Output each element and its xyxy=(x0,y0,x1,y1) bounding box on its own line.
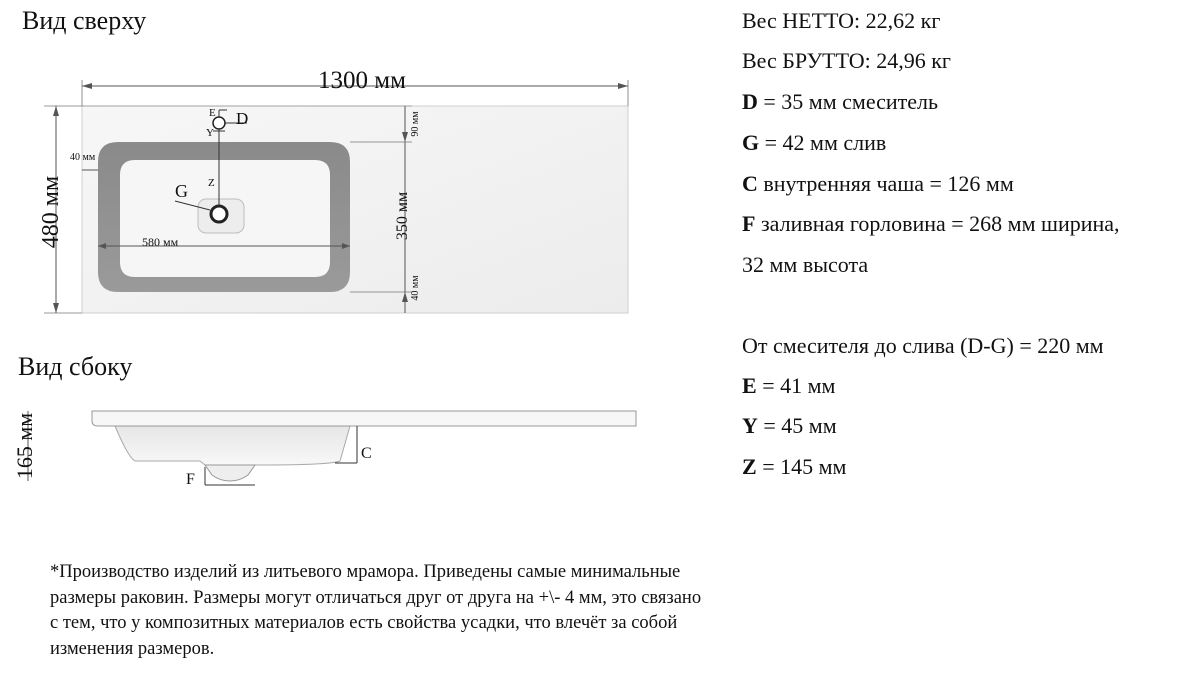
dg-distance: От смесителя до слива (D-G) = 220 мм xyxy=(742,333,1104,358)
dim-580-label: 580 мм xyxy=(142,235,179,249)
dim-40-bottom-label: 40 мм xyxy=(410,275,421,301)
dim-350-label: 350 мм xyxy=(394,191,411,241)
label-c: C xyxy=(361,445,372,462)
dim-90-label: 90 мм xyxy=(410,111,421,137)
depth-dim-label: 480 мм xyxy=(38,175,64,249)
spec-row-e: E = 41 мм xyxy=(742,373,836,398)
dim-40-left-label: 40 мм xyxy=(70,152,96,163)
label-e: E xyxy=(209,107,216,119)
footnote: *Производство изделий из литьевого мрамора. Приведены самые минимальные размеры раковин. Размеры могут отличаться друг от друга на +\- 4 мм, это связано с тем, что у композитных материалов есть свойства усадки, что влечёт за собой изменения размеров. xyxy=(50,562,702,659)
label-z: Z xyxy=(208,177,215,189)
top-view-heading: Вид сверху xyxy=(22,6,147,35)
spec-row-f: F заливная горловина = 268 мм ширина, xyxy=(742,211,1120,236)
spec-row-g: G = 42 мм слив xyxy=(742,130,887,155)
spec-row-y: Y = 45 мм xyxy=(742,413,837,438)
spec-row-d: D = 35 мм смеситель xyxy=(742,89,939,114)
height-dim-label: 165 мм xyxy=(12,412,37,480)
side-view-heading: Вид сбоку xyxy=(18,352,133,381)
side-basin xyxy=(115,426,350,465)
spec-row-z: Z = 145 мм xyxy=(742,454,847,479)
net-weight: Вес НЕТТО: 22,62 кг xyxy=(742,8,941,33)
label-g: G xyxy=(175,181,188,201)
side-view-drawing xyxy=(0,395,720,505)
side-slab xyxy=(92,411,636,426)
label-y: Y xyxy=(206,127,214,139)
label-d: D xyxy=(236,109,249,128)
spec-row-f-continuation: 32 мм высота xyxy=(742,252,869,277)
label-f: F xyxy=(186,471,195,488)
width-dim-label: 1300 мм xyxy=(318,67,406,94)
side-drain xyxy=(205,465,255,481)
top-view-drawing xyxy=(0,0,720,340)
drain-hole xyxy=(211,206,227,222)
spec-row-c: C внутренняя чаша = 126 мм xyxy=(742,171,1014,196)
gross-weight: Вес БРУТТО: 24,96 кг xyxy=(742,48,951,73)
